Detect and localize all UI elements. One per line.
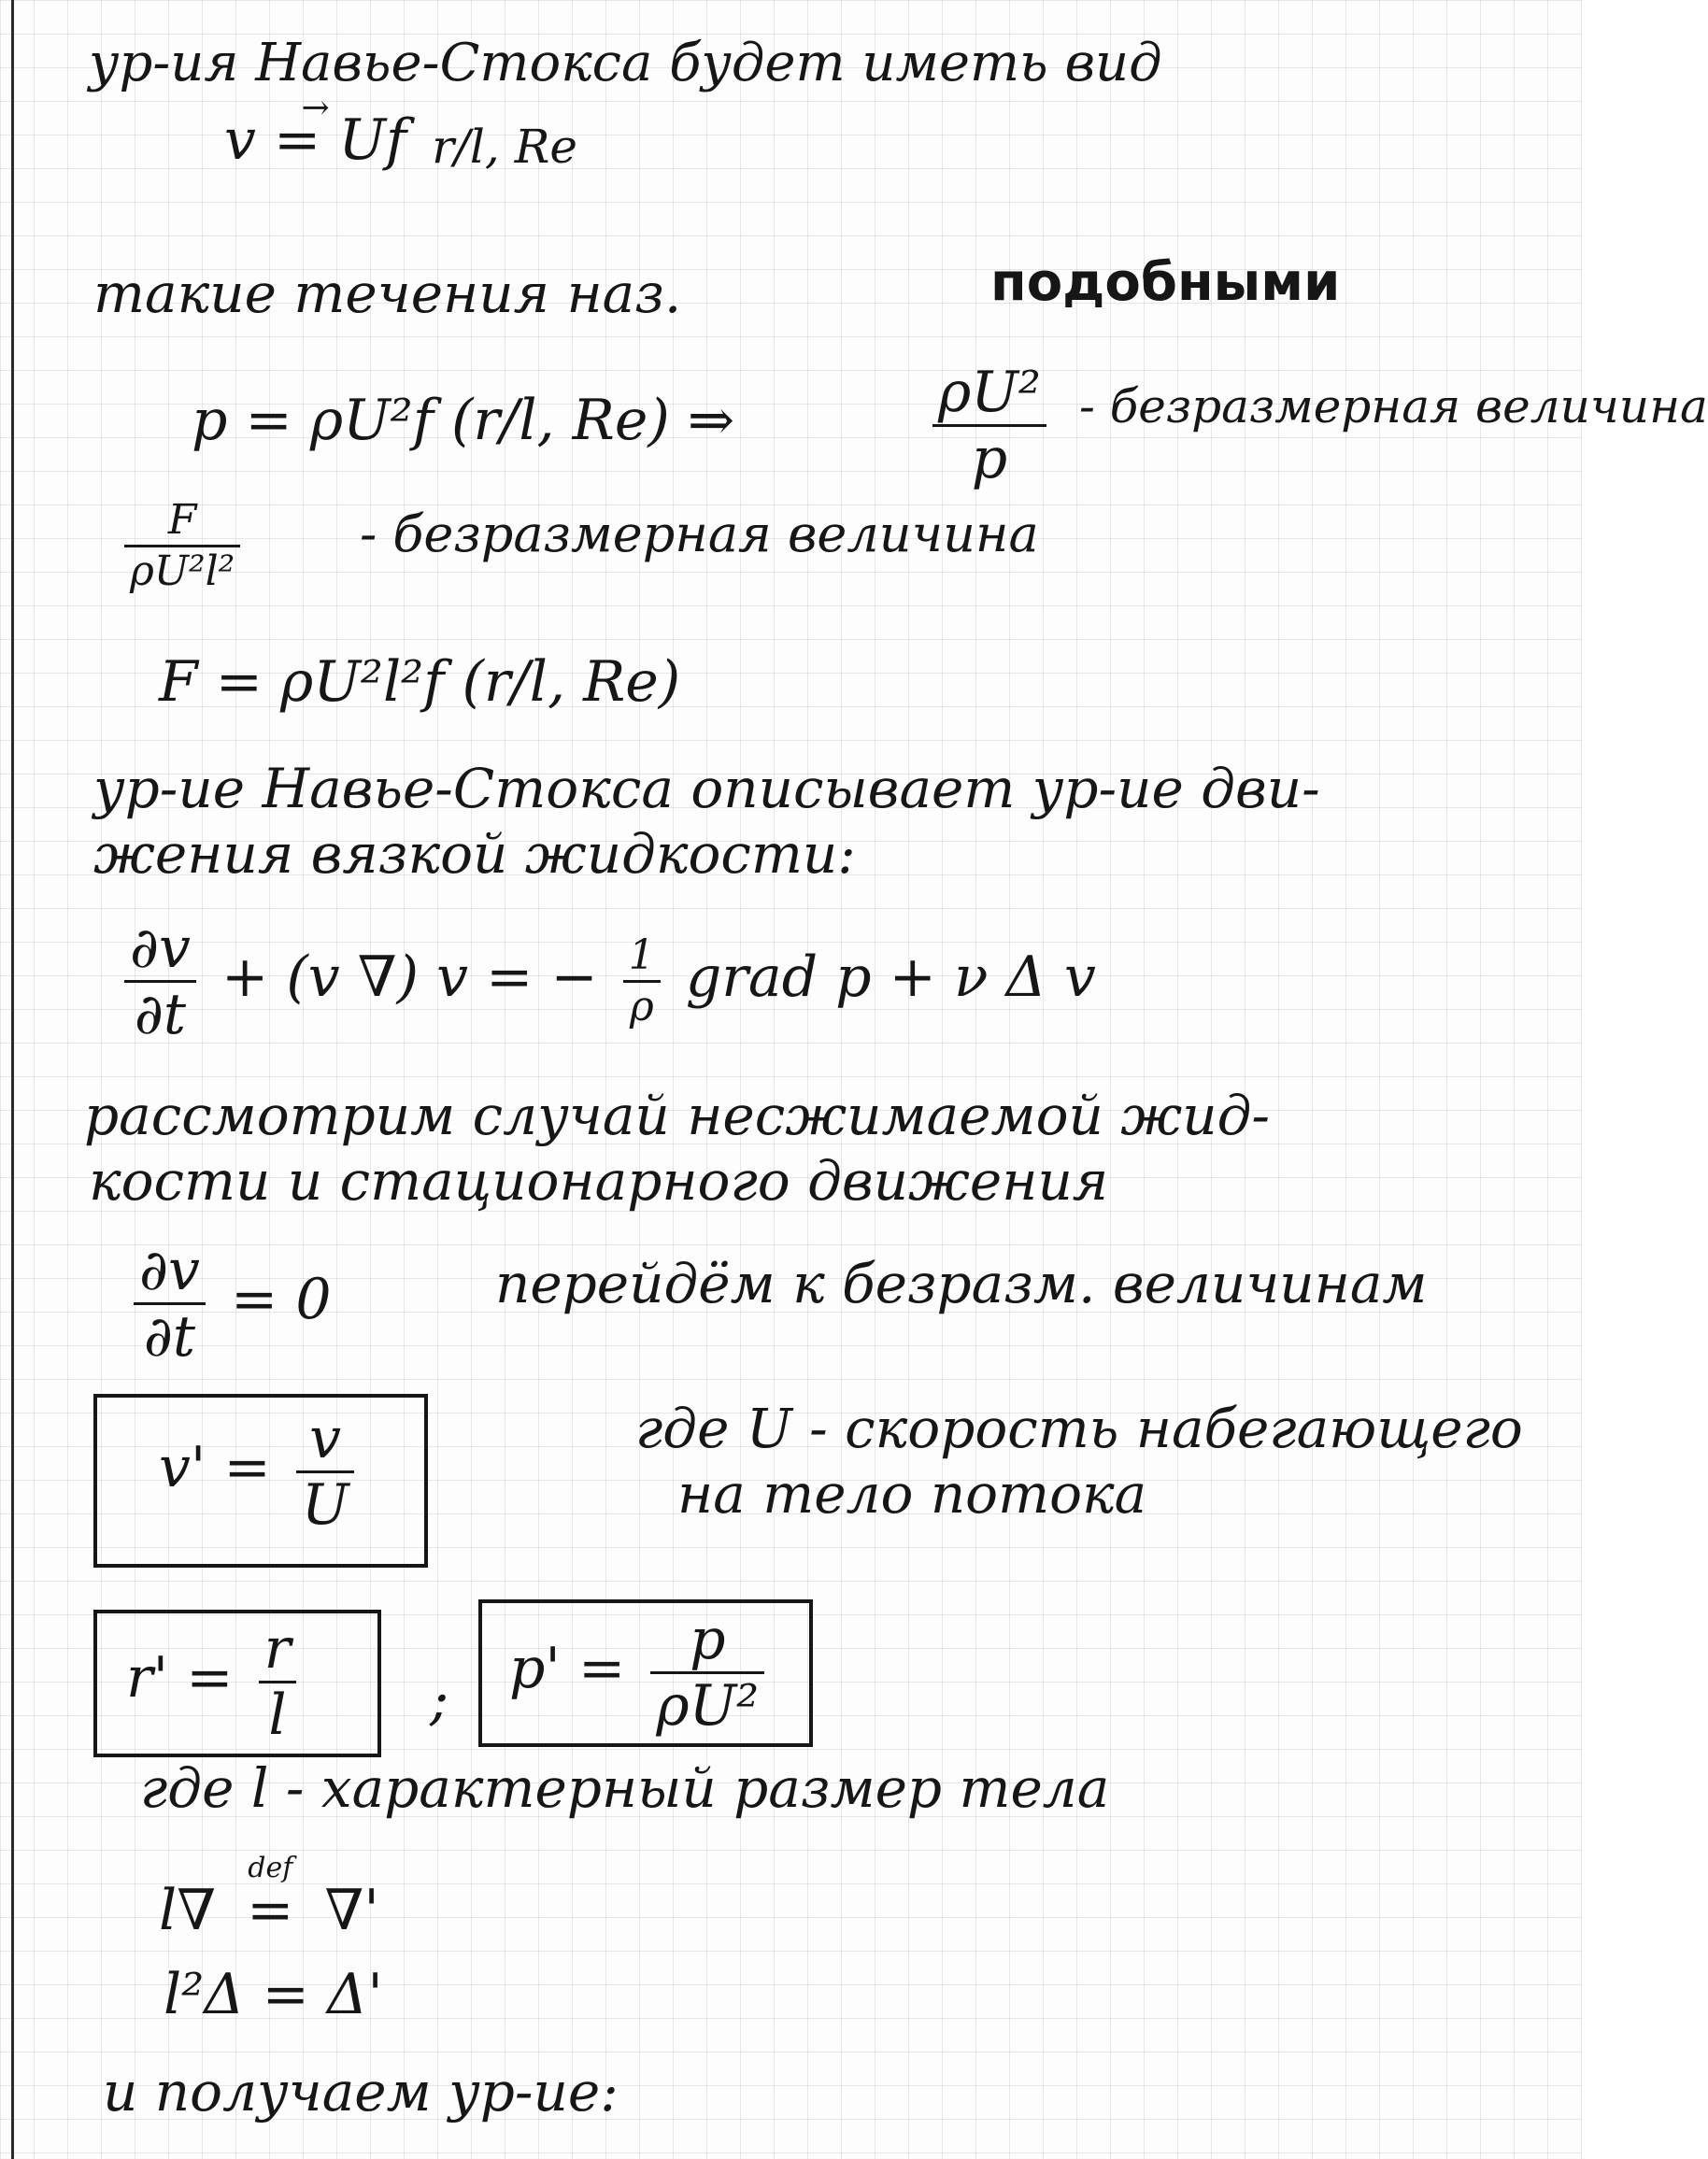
force-ratio-den: ρU²l²	[130, 547, 235, 595]
pressure-ratio-den: p	[971, 426, 1008, 491]
nabla-def-left: l∇	[159, 1878, 217, 1943]
ns-convective-term: + (v ∇) v = −	[221, 945, 598, 1011]
text-line-1: ур-ия Навье-Стокса будет иметь вид	[89, 33, 1162, 93]
navier-stokes-equation	[117, 916, 1096, 1047]
text-line-18: и получаем ур-ие:	[103, 2060, 619, 2123]
text-line-3: такие течения наз.	[93, 262, 682, 325]
def-label: def	[248, 1852, 293, 1884]
stationary-condition	[126, 1238, 332, 1370]
text-line-12: перейдём к безразм. величинам	[495, 1252, 1428, 1315]
ns-density-frac	[623, 931, 661, 1030]
stationary-num: ∂v	[134, 1243, 206, 1305]
force-args: (r/l, Re)	[462, 649, 681, 715]
fraction-args	[432, 116, 577, 175]
v-prime-formula	[159, 1406, 362, 1538]
stationary-den: ∂t	[143, 1304, 196, 1370]
r-prime-lhs: r' =	[126, 1645, 234, 1712]
text-line-15: где l - характерный размер тела	[140, 1756, 1110, 1820]
ns-time-derivative-den: ∂t	[134, 982, 187, 1047]
term-similar: подобными	[990, 252, 1341, 313]
text-dimensionless-1: - безразмерная величина	[1079, 379, 1708, 433]
laplacian-definition: l²Δ = Δ'	[164, 1962, 383, 2027]
ns-time-derivative-num: ∂v	[124, 920, 196, 983]
text-line-8: жения вязкой жидкости:	[93, 822, 856, 886]
similarity-velocity-formula	[224, 107, 585, 175]
force-formula	[159, 649, 681, 715]
r-prime-formula	[126, 1616, 304, 1748]
ns-right-side: grad p + ν Δ v	[685, 945, 1096, 1011]
stationary-eq: = 0	[231, 1267, 332, 1333]
semicolon: ;	[430, 1668, 449, 1733]
margin-line	[11, 0, 14, 2159]
pressure-eq: p = ρU²f	[192, 388, 434, 453]
v-prime-lhs: v' =	[159, 1435, 271, 1501]
force-ratio-num: F	[124, 500, 240, 547]
p-prime-frac	[650, 1607, 764, 1739]
text-dimensionless-2: - безразмерная величина	[360, 504, 1039, 563]
p-prime-num: p	[650, 1612, 764, 1674]
text-line-7: ур-ие Навье-Стокса описывает ур-ие дви-	[93, 757, 1320, 820]
v-prime-den: U	[301, 1472, 349, 1538]
vector-v: → v = Uf	[224, 112, 406, 168]
def-equals	[247, 1852, 294, 1943]
formula-args: r/l, Re	[432, 120, 577, 175]
v-prime-frac	[296, 1406, 355, 1538]
force-ratio	[117, 496, 248, 595]
force-eq: F = ρU²l²f	[159, 649, 445, 715]
r-prime-frac	[259, 1616, 297, 1748]
ns-time-derivative	[124, 916, 196, 1047]
nabla-def-right: ∇'	[324, 1878, 379, 1943]
p-prime-den: ρU²	[656, 1673, 760, 1739]
pressure-ratio	[925, 360, 1054, 491]
text-line-13b: на тело потока	[677, 1462, 1147, 1526]
text-line-13a: где U - скорость набегающего	[635, 1397, 1523, 1460]
p-prime-lhs: p' =	[509, 1636, 626, 1702]
def-eq-sign: =	[247, 1878, 294, 1943]
text-line-11: кости и стационарного движения	[89, 1149, 1109, 1213]
r-prime-num: r	[259, 1621, 297, 1683]
pressure-formula	[192, 388, 735, 453]
text-line-10: рассмотрим случай несжимаемой жид-	[84, 1084, 1270, 1147]
ns-density-den: ρ	[629, 983, 654, 1030]
pressure-ratio-num: ρU²	[932, 364, 1046, 427]
ns-density-num: 1	[623, 935, 661, 983]
v-prime-num: v	[296, 1411, 355, 1473]
nabla-definition	[159, 1852, 379, 1943]
pressure-ratio-frac	[932, 360, 1046, 491]
r-prime-den: l	[268, 1683, 287, 1748]
pressure-args: (r/l, Re) ⇒	[451, 388, 735, 453]
force-ratio-frac	[124, 496, 240, 595]
stationary-derivative	[134, 1238, 206, 1370]
p-prime-formula	[509, 1607, 772, 1739]
